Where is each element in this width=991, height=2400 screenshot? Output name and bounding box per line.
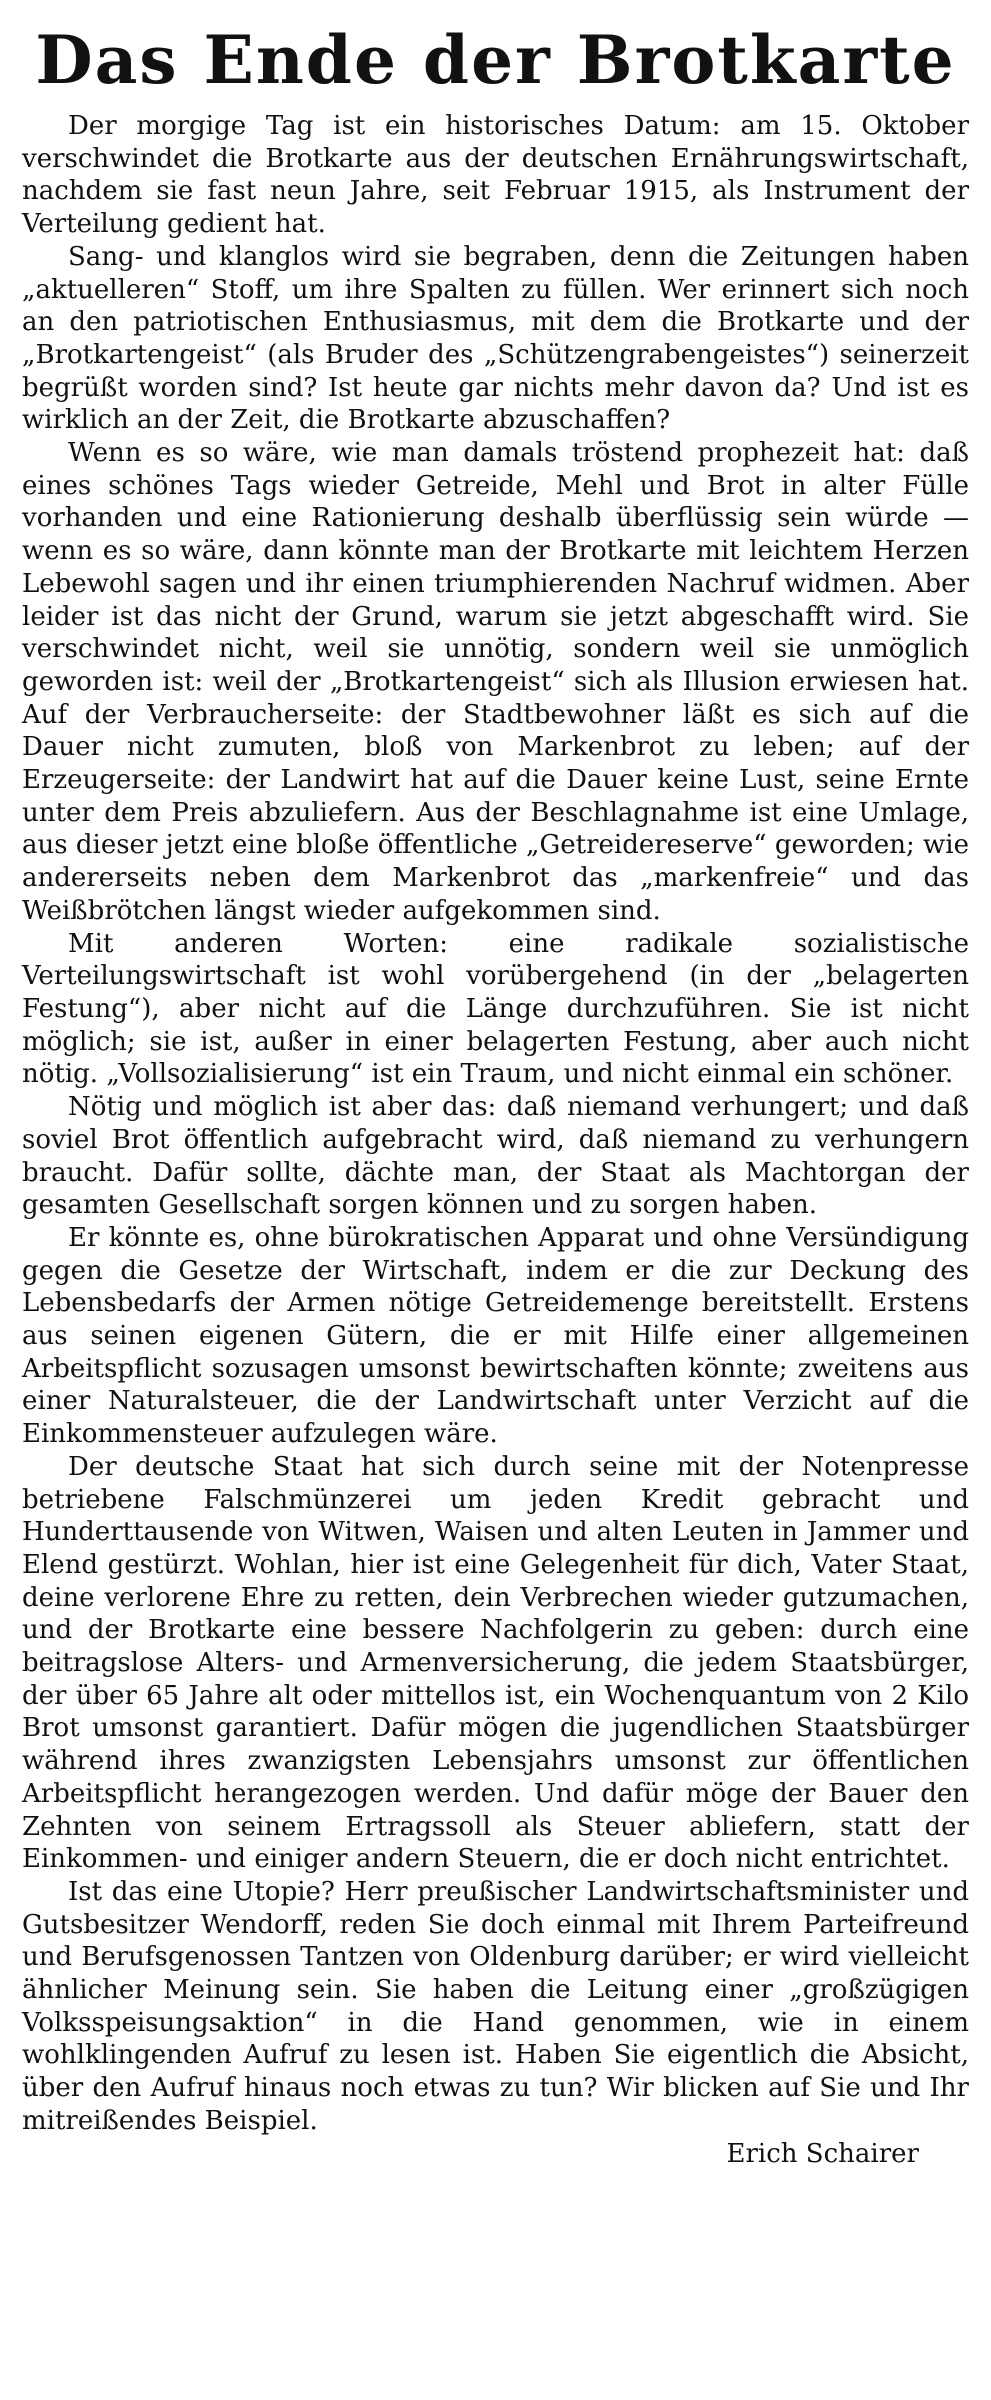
article-paragraph-2: Sang- und klanglos wird sie begraben, denn die Zeitungen haben „aktuelleren“ Stoff, um ihre Spalten zu füllen. Wer erinnert sich noch an den patriotischen Enthusiasmus, mit dem die Brotkarte und der „Brotkartengeist“ (als Bruder des „Schützengrabengeistes“) seinerzeit begrüßt worden sind? Ist heute gar nichts mehr davon da? Und ist es wirklich an der Zeit, die Brotkarte abzuschaffen? [22, 241, 969, 436]
article-paragraph-7: Der deutsche Staat hat sich durch seine mit der Notenpresse betriebene Falschmünzerei um jeden Kredit gebracht und Hunderttausende von Witwen, Waisen und alten Leuten in Jammer und Elend gestürzt. Wohlan, hier ist eine Gelegenheit für dich, Vater Staat, deine verlorene Ehre zu retten, dein Verbrechen wieder gutzumachen, und der Brotkarte eine bessere Nachfolgerin zu geben: durch eine beitragslose Alters- und Armenversicherung, die jedem Staatsbürger, der über 65 Jahre alt oder mittellos ist, ein Wochenquantum von 2 Kilo Brot umsonst garantiert. Dafür mögen die jugendlichen Staatsbürger während ihres zwanzigsten Lebensjahrs umsonst zur öffentlichen Arbeitspflicht herangezogen werden. Und dafür möge der Bauer den Zehnten von seinem Ertragssoll als Steuer abliefern, statt der Einkommen- und einiger andern Steuern, die er doch nicht entrichtet. [22, 1451, 969, 1875]
article-title: Das Ende der Brotkarte [35, 21, 956, 99]
article-paragraph-1: Der morgige Tag ist ein historisches Datum: am 15. Oktober verschwindet die Brotkarte aus der deutschen Ernährungswirtschaft, nachdem sie fast neun Jahre, seit Februar 1915, als Instrument der Verteilung gedient hat. [22, 111, 969, 240]
author-byline: Erich Schairer [726, 2138, 919, 2169]
article-paragraph-5: Nötig und möglich ist aber das: daß niemand verhungert; und daß soviel Brot öffentlich aufgebracht wird, daß niemand zu verhungern braucht. Dafür sollte, dächte man, der Staat als Machtorgan der gesamten Gesellschaft sorgen können und zu sorgen haben. [22, 1092, 969, 1221]
article-paragraph-4: Mit anderen Worten: eine radikale sozialistische Verteilungswirtschaft ist wohl vorübergehend (in der „belagerten Festung“), aber nicht auf die Länge durchzuführen. Sie ist nicht möglich; sie ist, außer in einer belagerten Festung, aber auch nicht nötig. „Vollsozialisierung“ ist ein Traum, und nicht einmal ein schöner. [22, 928, 969, 1090]
article-paragraph-6: Er könnte es, ohne bürokratischen Apparat und ohne Versündigung gegen die Gesetze der Wirtschaft, indem er die zur Deckung des Lebensbedarfs der Armen nötige Getreidemenge bereitstellt. Erstens aus seinen eigenen Gütern, die er mit Hilfe einer allgemeinen Arbeitspflicht sozusagen umsonst bewirtschaften könnte; zweitens aus einer Naturalsteuer, die der Landwirtschaft unter Verzicht auf die Einkommensteuer aufzulegen wäre. [22, 1222, 969, 1450]
article-body [22, 110, 969, 2138]
article-paragraph-3: Wenn es so wäre, wie man damals tröstend prophezeit hat: daß eines schönes Tags wieder Getreide, Mehl und Brot in alter Fülle vorhanden und eine Rationierung deshalb überflüssig sein würde — wenn es so wäre, dann könnte man der Brotkarte mit leichtem Herzen Lebewohl sagen und ihr einen triumphierenden Nachruf widmen. Aber leider ist das nicht der Grund, warum sie jetzt abgeschafft wird. Sie verschwindet nicht, weil sie unnötig, sondern weil sie unmöglich geworden ist: weil der „Brotkartengeist“ sich als Illusion erwiesen hat. Auf der Verbraucherseite: der Stadtbewohner läßt es sich auf die Dauer nicht zumuten, bloß von Markenbrot zu leben; auf der Erzeugerseite: der Landwirt hat auf die Dauer keine Lust, seine Ernte unter dem Preis abzuliefern. Aus der Beschlagnahme ist eine Umlage, aus dieser jetzt eine bloße öffentliche „Getreidereserve“ geworden; wie andererseits neben dem Markenbrot das „markenfreie“ und das Weißbrötchen längst wieder aufgekommen sind. [22, 438, 969, 926]
article-paragraph-8: Ist das eine Utopie? Herr preußischer Landwirtschaftsminister und Gutsbesitzer Wendorff, reden Sie doch einmal mit Ihrem Parteifreund und Berufsgenossen Tantzen von Oldenburg darüber; er wird vielleicht ähnlicher Meinung sein. Sie haben die Leitung einer „großzügigen Volksspeisungsaktion“ in die Hand genommen, wie in einem wohlklingenden Aufruf zu lesen ist. Haben Sie eigentlich die Absicht, über den Aufruf hinaus noch etwas zu tun? Wir blicken auf Sie und Ihr mitreißendes Beispiel. [22, 1876, 969, 2136]
